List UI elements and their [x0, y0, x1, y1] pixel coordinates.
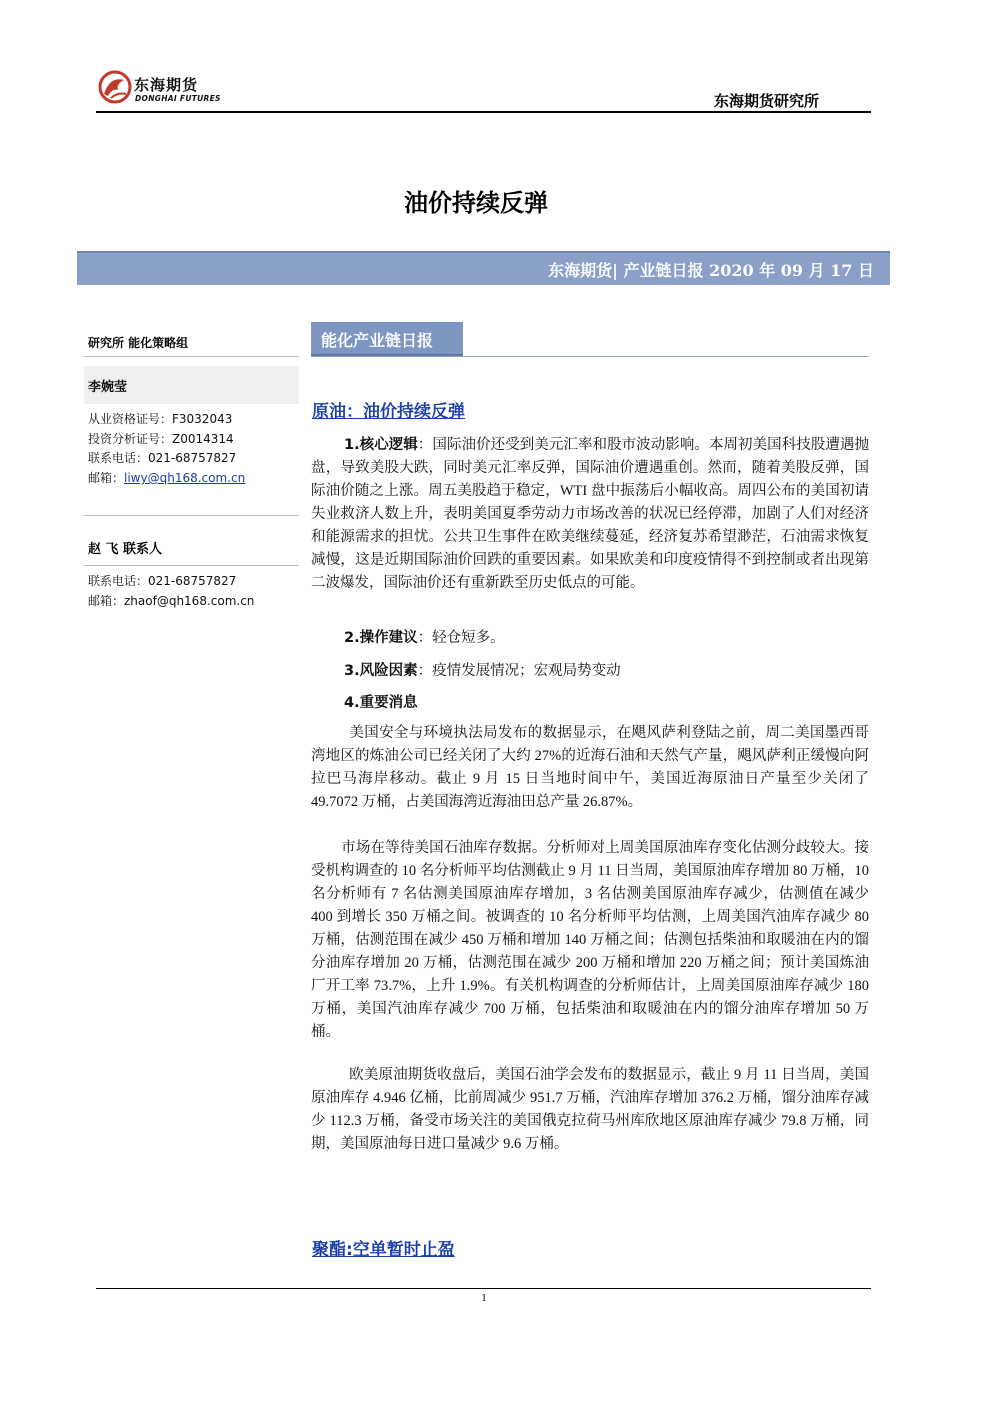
section-tag	[311, 322, 463, 357]
logo-english: DONGHAI FUTURES	[135, 94, 221, 103]
section-tag-label: 能化产业链日报	[321, 331, 434, 350]
news-paragraph-2	[311, 837, 869, 1044]
risk-label: 3.风险因素	[344, 663, 418, 679]
crude-heading-link[interactable]: 原油：油价持续反弹	[312, 402, 465, 422]
advice-text: ：轻仓短多。	[417, 630, 505, 646]
dragon-logo-icon	[96, 68, 134, 106]
sidebar-divider	[84, 565, 299, 566]
news-paragraph-3	[311, 1064, 869, 1156]
analyst1-cert1: 从业资格证号：F3032043	[88, 412, 233, 426]
banner-text: 东海期货| 产业链日报 2020 年 09 月 17 日	[548, 261, 874, 280]
advice-line	[344, 626, 505, 647]
analyst2-phone: 联系电话：021-68757827	[88, 574, 237, 588]
analyst1-cert2: 投资分析证号：Z0014314	[88, 432, 234, 446]
news-line	[344, 691, 418, 712]
news-label: 4.重要消息	[344, 695, 418, 711]
news-text-1: 美国安全与环境执法局发布的数据显示，在飓风萨利登陆之前，周二美国墨西哥湾地区的炼油公司已经关闭了大约 27%的近海石油和天然气产量，飓风萨利正缓慢向阿拉巴马海岸移动。截止 9 月 15 日当地时间中午，美国近海原油日产量至少关闭了 49.7072 万桶，占美国海湾近海油田总产量 26.87%。	[311, 725, 869, 810]
analyst1-email-label: 邮箱：	[88, 471, 125, 485]
core-logic-label: 1.核心逻辑	[344, 437, 418, 453]
section-rule	[311, 356, 869, 357]
analyst2-name-block	[84, 528, 299, 566]
company-logo	[96, 68, 236, 108]
news-paragraph-1	[311, 722, 869, 814]
org-name: 东海期货研究所	[713, 92, 819, 110]
analyst1-email-link[interactable]: liwy@qh168.com.cn	[124, 471, 246, 485]
header-rule	[96, 111, 871, 113]
analyst1-name: 李婉莹	[88, 380, 128, 395]
department-label: 研究所 能化策略组	[88, 336, 189, 350]
document-title: 油价持续反弹	[404, 188, 548, 217]
core-logic-paragraph	[311, 434, 869, 595]
analyst2-name: 赵 飞 联系人	[88, 542, 163, 557]
news-text-3: 欧美原油期货收盘后，美国石油学会发布的数据显示，截止 9 月 11 日当周，美国原油库存 4.946 亿桶，比前周减少 951.7 万桶，汽油库存增加 376.2 万桶，馏分油库存减少 112.3 万桶，备受市场关注的美国俄克拉荷马州库欣地区原油库存减少 79.8 万桶，同期，美国原油每日进口量减少 9.6 万桶。	[311, 1067, 869, 1152]
analyst1-email-row	[88, 469, 245, 486]
advice-label: 2.操作建议	[344, 630, 418, 646]
report-banner	[77, 251, 890, 285]
risk-text: ：疫情发展情况；宏观局势变动	[417, 663, 621, 679]
news-text-2: 市场在等待美国石油库存数据。分析师对上周美国原油库存变化估测分歧较大。接受机构调查的 10 名分析师平均估测截止 9 月 11 日当周，美国原油库存增加 80 万桶，10 名分析师有 7 名估测美国原油库存增加，3 名估测美国原油库存减少，估测值在减少 400 到增长 350 万桶之间。被调查的 10 名分析师平均估测，上周美国汽油库存减少 80 万桶，估测范围在减少 450 万桶和增加 140 万桶之间；估测包括柴油和取暖油在内的馏分油库存增加 20 万桶，估测范围在减少 200 万桶和增加 220 万桶之间；预计美国炼油厂开工率 73.7%，上升 1.9%。有关机构调查的分析师估计，上周美国原油库存减少 180 万桶，美国汽油库存减少 700 万桶，包括柴油和取暖油在内的馏分油库存增加 50 万桶。	[311, 840, 869, 1040]
analyst1-name-block	[84, 366, 299, 404]
sidebar-divider	[84, 515, 299, 516]
analyst2-email: 邮箱：zhaof@qh168.com.cn	[88, 594, 255, 608]
footer-rule	[96, 1288, 871, 1289]
logo-chinese: 东海期货	[134, 76, 199, 94]
analyst1-phone: 联系电话：021-68757827	[88, 451, 237, 465]
polyester-heading-link[interactable]: 聚酯:空单暂时止盈	[312, 1240, 455, 1260]
sidebar-divider	[84, 356, 299, 357]
risk-line	[344, 659, 621, 680]
page-number: 1	[481, 1292, 487, 1304]
core-logic-text: ：国际油价还受到美元汇率和股市波动影响。本周初美国科技股遭遇抛盘，导致美股大跌，同时美元汇率反弹，国际油价遭遇重创。然而，随着美股反弹，国际油价随之上涨。周五美股趋于稳定，WTI 盘中振荡后小幅收高。周四公布的美国初请失业救济人数上升，表明美国夏季劳动力市场改善的状况已经停滞，加剧了人们对经济和能源需求的担忧。公共卫生事件在欧美继续蔓延，经济复苏希望渺茫，石油需求恢复减慢，这是近期国际油价回跌的重要因素。如果欧美和印度疫情得不到控制或者出现第二波爆发，国际油价还有重新跌至历史低点的可能。	[311, 437, 869, 591]
